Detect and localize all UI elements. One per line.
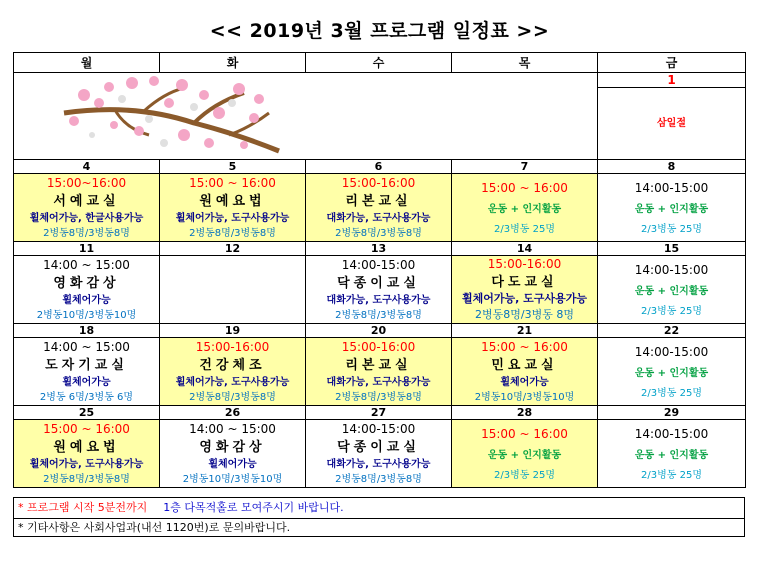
program-row	[14, 420, 746, 488]
program-time: 15:00-16:00	[195, 340, 270, 354]
date-number: 7	[452, 160, 598, 174]
weekday-tue: 화	[160, 53, 306, 73]
program-detail: 2병동8명/3병동 8명	[475, 308, 574, 321]
program-time: 15:00~16:00	[46, 176, 127, 190]
program-name: 민요교실	[491, 358, 558, 373]
fri-1-cell	[598, 73, 746, 160]
program-detail: 2병동10명/3병동10명	[36, 310, 137, 321]
program-cell	[14, 338, 160, 406]
weekday-thu: 목	[452, 53, 598, 73]
program-time: 14:00-15:00	[634, 426, 709, 441]
program-row	[14, 174, 746, 242]
program-name: 리본교실	[345, 194, 412, 209]
date-number: 27	[306, 406, 452, 420]
date-number: 20	[306, 324, 452, 338]
date-row	[14, 324, 746, 338]
program-desc: 휠체어가능, 도구사용가능	[29, 459, 144, 470]
footer-note-1-red: * 프로그램 시작 5분전까지	[18, 501, 148, 514]
footer-note-2	[13, 518, 745, 537]
program-cell	[452, 174, 598, 242]
program-detail: 2병동8명/3병동8명	[335, 310, 422, 321]
program-detail: 2/3병동 25명	[641, 305, 702, 317]
program-cell	[306, 174, 452, 242]
program-time: 15:00 ~ 16:00	[481, 340, 568, 354]
program-desc: 휠체어가능, 도구사용가능	[175, 213, 290, 224]
date-row	[14, 160, 746, 174]
program-time: 14:00 ~ 15:00	[189, 422, 276, 436]
program-time: 14:00-15:00	[341, 258, 416, 272]
program-detail: 2병동 6명/3병동 6명	[39, 392, 134, 403]
program-name: 리본교실	[345, 358, 412, 373]
program-desc: 운동 + 인지활동	[634, 203, 709, 215]
program-detail: 2/3병동 25명	[641, 387, 702, 399]
program-detail: 2/3병동 25명	[494, 223, 555, 235]
program-time: 14:00-15:00	[634, 180, 709, 195]
program-desc: 대화가능, 도구사용가능	[326, 377, 431, 388]
program-cell	[452, 256, 598, 324]
program-detail: 2병동10명/3병동10명	[182, 474, 283, 485]
program-detail: 2병동8명/3병동8명	[43, 474, 130, 485]
program-detail: 2/3병동 25명	[641, 223, 702, 235]
program-time: 15:00 ~ 16:00	[481, 180, 568, 195]
program-desc: 운동 + 인지활동	[487, 203, 562, 215]
weekday-fri: 금	[598, 53, 746, 73]
program-cell	[598, 338, 746, 406]
program-name: 원예요법	[53, 440, 120, 455]
program-desc: 대화가능, 도구사용가능	[326, 295, 431, 306]
program-cell	[160, 420, 306, 488]
weekday-mon: 월	[14, 53, 160, 73]
program-cell	[14, 256, 160, 324]
program-cell	[306, 338, 452, 406]
program-desc: 운동 + 인지활동	[634, 449, 709, 461]
program-name: 도자기교실	[45, 358, 128, 373]
program-desc: 휠체어가능, 도구사용가능	[175, 377, 290, 388]
footer-note-1	[13, 497, 745, 518]
date-number: 1	[598, 73, 745, 88]
program-time: 15:00 ~ 16:00	[43, 422, 130, 436]
date-row	[14, 242, 746, 256]
program-name: 서예교실	[53, 194, 120, 209]
program-time: 15:00 ~ 16:00	[481, 426, 568, 441]
program-time: 15:00-16:00	[341, 176, 416, 190]
program-cell	[160, 174, 306, 242]
date-number: 28	[452, 406, 598, 420]
program-cell	[598, 256, 746, 324]
footer-note-2-text: * 기타사항은 사회사업과(내선 1120번)로 문의바랍니다.	[18, 521, 291, 534]
weekday-header-row	[14, 53, 746, 73]
program-cell	[306, 420, 452, 488]
program-desc: 휠체어가능, 도구사용가능	[462, 292, 587, 305]
blossom-branch-icon	[54, 73, 284, 157]
date-number: 18	[14, 324, 160, 338]
program-detail: 2병동8명/3병동8명	[335, 392, 422, 403]
date-number: 15	[598, 242, 746, 256]
program-name: 닥종이교실	[337, 440, 420, 455]
program-name: 닥종이교실	[337, 276, 420, 291]
program-desc: 휠체어가능	[208, 459, 257, 470]
page-title: << 2019년 3월 프로그램 일정표 >>	[209, 20, 550, 42]
program-time: 14:00-15:00	[634, 262, 709, 277]
program-desc: 운동 + 인지활동	[634, 367, 709, 379]
program-detail: 2병동8명/3병동8명	[43, 228, 130, 239]
program-time: 14:00 ~ 15:00	[43, 258, 130, 272]
program-cell	[14, 174, 160, 242]
program-desc: 휠체어가능	[62, 377, 111, 388]
program-detail: 2병동8명/3병동8명	[189, 392, 276, 403]
program-detail: 2병동10명/3병동10명	[474, 392, 575, 403]
program-desc: 휠체어가능	[62, 295, 111, 306]
date-number: 25	[14, 406, 160, 420]
program-name: 영화감상	[53, 276, 120, 291]
program-time: 14:00-15:00	[634, 344, 709, 359]
program-cell	[452, 338, 598, 406]
date-number: 14	[452, 242, 598, 256]
program-cell	[160, 338, 306, 406]
program-desc: 운동 + 인지활동	[487, 449, 562, 461]
program-time: 15:00 ~ 16:00	[189, 176, 276, 190]
date-number: 4	[14, 160, 160, 174]
date-number: 5	[160, 160, 306, 174]
program-desc: 휠체어가능, 한글사용가능	[29, 213, 144, 224]
program-cell	[598, 420, 746, 488]
date-number: 21	[452, 324, 598, 338]
program-detail: 2/3병동 25명	[641, 469, 702, 481]
date-number: 11	[14, 242, 160, 256]
program-cell	[452, 420, 598, 488]
date-number: 26	[160, 406, 306, 420]
program-row	[14, 338, 746, 406]
program-time: 15:00-16:00	[341, 340, 416, 354]
date-number: 12	[160, 242, 306, 256]
blossom-branch-cell	[14, 73, 598, 160]
holiday-label: 삼일절	[657, 118, 686, 129]
program-desc: 운동 + 인지활동	[634, 285, 709, 297]
program-row	[14, 256, 746, 324]
program-detail: 2병동8명/3병동8명	[335, 474, 422, 485]
program-name: 영화감상	[199, 440, 266, 455]
program-detail: 2병동8명/3병동8명	[335, 228, 422, 239]
date-number: 13	[306, 242, 452, 256]
program-time: 14:00 ~ 15:00	[43, 340, 130, 354]
program-name: 건강체조	[199, 358, 266, 373]
schedule-table	[13, 52, 746, 488]
date-number: 6	[306, 160, 452, 174]
footer-note-1-blue: 1층 다목적홀로 모여주시기 바랍니다.	[163, 501, 344, 514]
date-row	[14, 406, 746, 420]
date-number: 8	[598, 160, 746, 174]
date-number: 19	[160, 324, 306, 338]
program-desc: 대화가능, 도구사용가능	[326, 459, 431, 470]
program-cell	[598, 174, 746, 242]
program-name: 원예요법	[199, 194, 266, 209]
program-desc: 대화가능, 도구사용가능	[326, 213, 431, 224]
week-1-row	[14, 73, 746, 160]
program-time: 15:00-16:00	[487, 257, 562, 271]
program-detail: 2/3병동 25명	[494, 469, 555, 481]
weekday-wed: 수	[306, 53, 452, 73]
program-cell	[14, 420, 160, 488]
program-desc: 휠체어가능	[500, 377, 549, 388]
program-cell-empty	[160, 256, 306, 324]
program-cell	[306, 256, 452, 324]
date-number: 22	[598, 324, 746, 338]
program-name: 다도교실	[491, 275, 558, 290]
program-time: 14:00-15:00	[341, 422, 416, 436]
program-detail: 2병동8명/3병동8명	[189, 228, 276, 239]
date-number: 29	[598, 406, 746, 420]
